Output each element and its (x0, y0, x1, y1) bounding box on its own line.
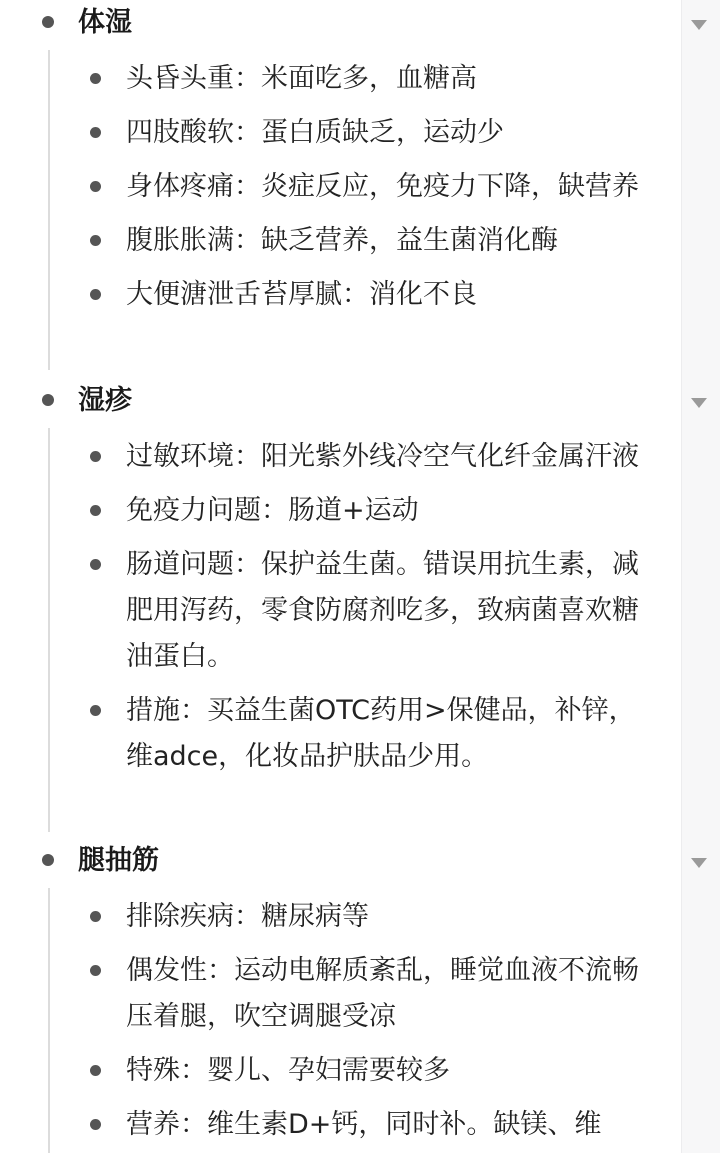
chevron-down-icon (691, 858, 707, 868)
item-bullet (90, 705, 101, 716)
list-item[interactable] (0, 1102, 641, 1148)
list-item[interactable] (0, 56, 641, 102)
item-bullet (90, 451, 101, 462)
topic-title: 体湿 (78, 7, 132, 38)
item-text: 腹胀胀满：缺乏营养，益生菌消化酶 (126, 225, 558, 256)
topic-tishi (0, 0, 720, 310)
item-text: 头昏头重：米面吃多，血糖高 (126, 63, 477, 94)
item-text: 肠道问题：保护益生菌。错误用抗生素，减肥用泻药，零食防腐剂吃多，致病菌喜欢糖油蛋白。 (126, 549, 639, 672)
list-item[interactable] (0, 1048, 641, 1094)
item-bullet (90, 1065, 101, 1076)
collapse-toggle-button[interactable] (686, 12, 712, 38)
collapse-toggle-button[interactable] (686, 850, 712, 876)
list-item[interactable] (0, 110, 641, 156)
item-bullet (90, 965, 101, 976)
item-bullet (90, 235, 101, 246)
chevron-down-icon (691, 398, 707, 408)
item-bullet (90, 505, 101, 516)
item-bullet (90, 73, 101, 84)
list-item[interactable] (0, 218, 641, 264)
item-bullet (90, 181, 101, 192)
item-text: 排除疾病：糖尿病等 (126, 901, 369, 932)
topic-bullet (42, 394, 54, 406)
topic-item-list (0, 434, 720, 788)
list-item[interactable] (0, 164, 641, 210)
item-text: 特殊：婴儿、孕妇需要较多 (126, 1055, 450, 1086)
item-text: 过敏环境：阳光紫外线冷空气化纤金属汗液 (126, 441, 639, 472)
item-bullet (90, 1119, 101, 1130)
list-item[interactable] (0, 272, 641, 318)
item-text: 身体疼痛：炎症反应，免疫力下降，缺营养 (126, 171, 639, 202)
item-bullet (90, 127, 101, 138)
topic-header[interactable] (0, 838, 720, 884)
topic-bullet (42, 16, 54, 28)
topic-title: 湿疹 (78, 385, 132, 416)
topic-bullet (42, 854, 54, 866)
list-item[interactable] (0, 688, 641, 780)
item-text: 大便溏泄舌苔厚腻：消化不良 (126, 279, 477, 310)
topic-header[interactable] (0, 0, 720, 46)
list-item[interactable] (0, 894, 641, 940)
item-bullet (90, 911, 101, 922)
list-item[interactable] (0, 434, 641, 480)
list-item[interactable] (0, 488, 641, 534)
topic-header[interactable] (0, 378, 720, 424)
item-text: 措施：买益生菌OTC药用>保健品，补锌，维adce，化妆品护肤品少用。 (126, 695, 636, 772)
list-item[interactable] (0, 542, 641, 680)
topic-item-list (0, 56, 720, 326)
topic-shizhen (0, 378, 720, 772)
item-text: 偶发性：运动电解质紊乱，睡觉血液不流畅压着腿，吹空调腿受凉 (126, 955, 639, 1032)
list-item[interactable] (0, 948, 641, 1040)
collapse-toggle-button[interactable] (686, 390, 712, 416)
item-bullet (90, 559, 101, 570)
item-text: 免疫力问题：肠道+运动 (126, 495, 419, 526)
item-text: 营养：维生素D+钙，同时补。缺镁、维 (126, 1109, 602, 1140)
topic-item-list (0, 894, 720, 1153)
topic-title: 腿抽筋 (78, 845, 159, 876)
topic-tuichoujin (0, 838, 720, 1140)
item-text: 四肢酸软：蛋白质缺乏，运动少 (126, 117, 504, 148)
item-bullet (90, 289, 101, 300)
chevron-down-icon (691, 20, 707, 30)
